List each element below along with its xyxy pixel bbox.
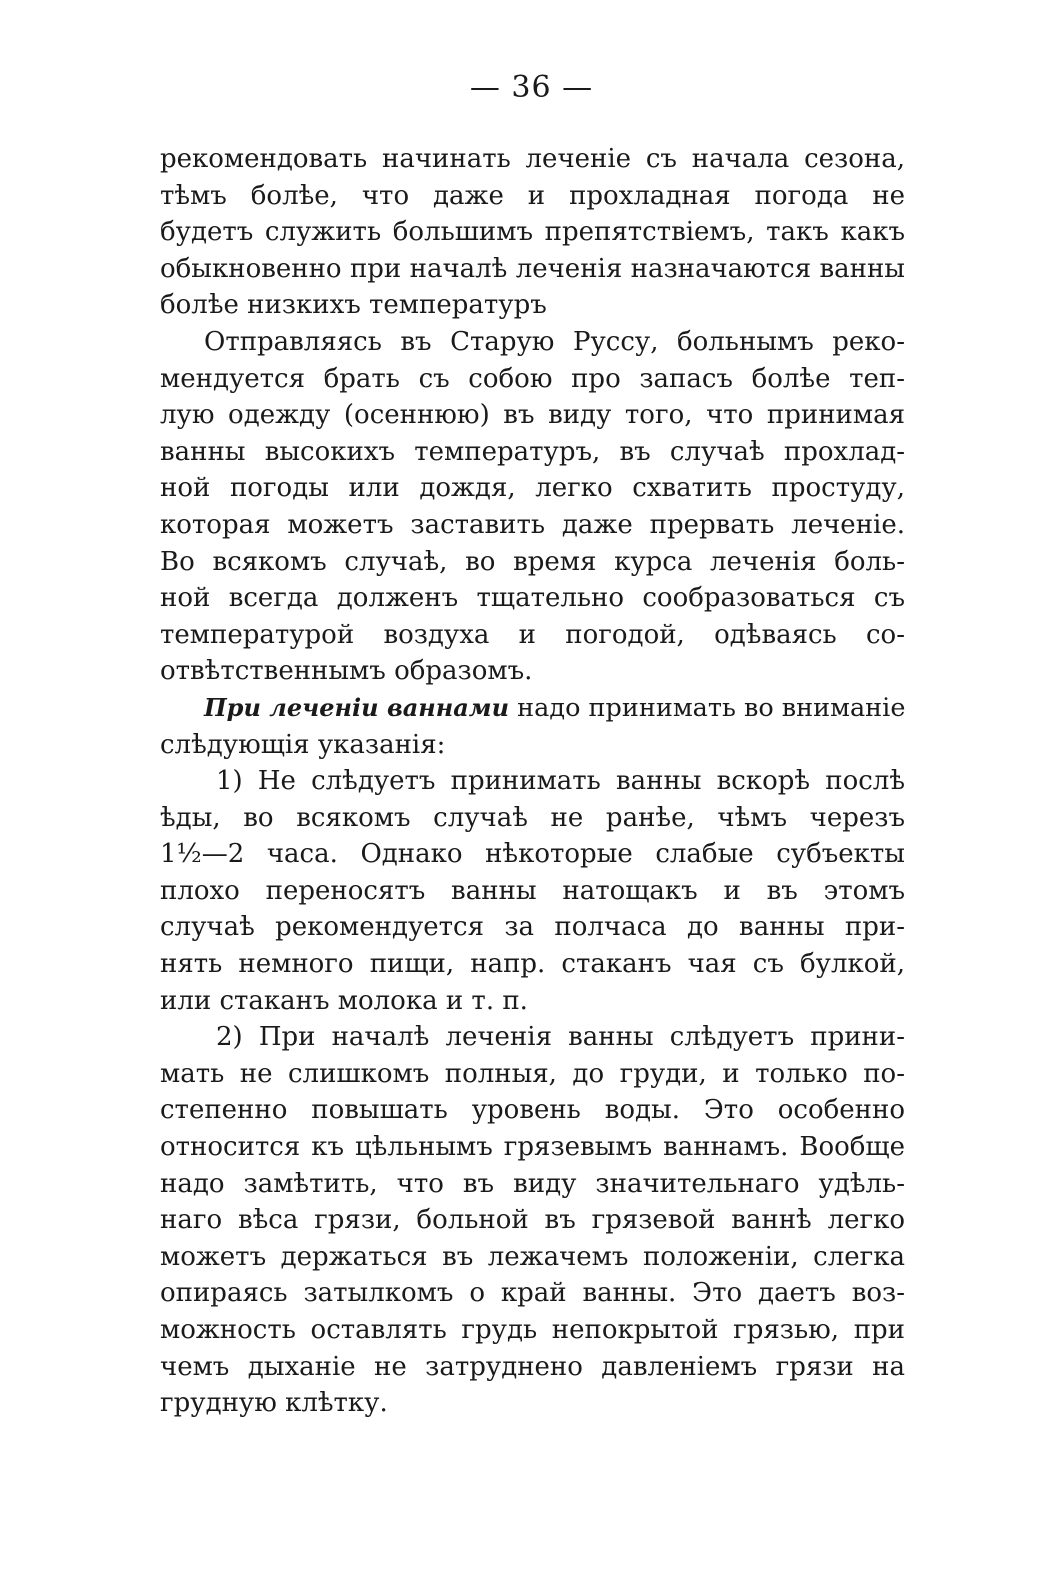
text-line: лую одежду (осеннюю) въ виду того, что принимая [160, 400, 905, 431]
text-line: которая можетъ заставить даже прервать леченіе. [160, 509, 905, 540]
body-text [160, 141, 905, 1422]
text-line: мать не слишкомъ полныя, до груди, и только по- [160, 1058, 905, 1089]
text-line: слѣдующія указанія: [160, 729, 446, 760]
text-line: рекомендовать начинать леченіе съ начала сезона, [160, 144, 905, 174]
italic-lead: При леченіи ваннами [204, 692, 510, 722]
text-line: болѣе низкихъ температуръ [160, 290, 547, 321]
text-line: обыкновенно при началѣ леченія назначаются ванны [160, 253, 905, 284]
text-line: 1½—2 часа. Однако нѣкоторые слабые субъекты [160, 839, 905, 870]
text-line: надо замѣтить, что въ виду значительнаго удѣль- [160, 1168, 905, 1199]
text-line: тѣмъ болѣе, что даже и прохладная погода не [160, 180, 905, 211]
text-line: температурой воздуха и погодой, одѣваясь со- [160, 619, 905, 650]
text-line: степенно повышать уровень воды. Это особенно [160, 1095, 905, 1126]
text-line: ной всегда долженъ тщательно сообразоваться съ [160, 583, 905, 614]
text-line: опираясь затылкомъ о край ванны. Это даетъ воз- [160, 1278, 905, 1309]
text-line: случаѣ рекомендуется за полчаса до ванны при- [160, 912, 905, 943]
text-line: нять немного пищи, напр. стаканъ чая съ булкой, [160, 949, 905, 980]
text-line: мендуется брать съ собою про запасъ болѣе теп- [160, 363, 905, 394]
text-line [160, 690, 905, 727]
page-number: — 36 — [469, 70, 594, 105]
text-line: грудную клѣтку. [160, 1388, 388, 1419]
text-line: ной погоды или дождя, легко схватить простуду, [160, 473, 905, 504]
text-line: относится къ цѣльнымъ грязевымъ ваннамъ. Вообще [160, 1132, 905, 1163]
text-line: будетъ служить большимъ препятствіемъ, такъ какъ [160, 217, 905, 248]
line-rest: надо принимать во вниманіе [517, 692, 906, 723]
text-line: 2) При началѣ леченія ванны слѣдуетъ прини- [216, 1022, 905, 1053]
text-line: 1) Не слѣдуетъ принимать ванны вскорѣ послѣ [216, 766, 905, 797]
text-line: ванны высокихъ температуръ, въ случаѣ прохлад- [160, 436, 905, 467]
text-line: отвѣтственнымъ образомъ. [160, 656, 533, 687]
text-line: наго вѣса грязи, больной въ грязевой ваннѣ легко [160, 1205, 905, 1236]
text-line: Отправляясь въ Старую Руссу, больнымъ реко- [204, 326, 905, 357]
text-line: или стаканъ молока и т. п. [160, 985, 528, 1016]
text-line: Во всякомъ случаѣ, во время курса леченія боль- [160, 546, 905, 577]
text-line: плохо переносятъ ванны натощакъ и въ этомъ [160, 875, 905, 906]
text-line: можетъ держаться въ лежачемъ положеніи, слегка [160, 1241, 905, 1272]
text-line: чемъ дыханіе не затруднено давленіемъ грязи на [160, 1351, 905, 1382]
text-line: ѣды, во всякомъ случаѣ не ранѣе, чѣмъ черезъ [160, 802, 905, 833]
text-line: можность оставлять грудь непокрытой грязью, при [160, 1315, 905, 1345]
